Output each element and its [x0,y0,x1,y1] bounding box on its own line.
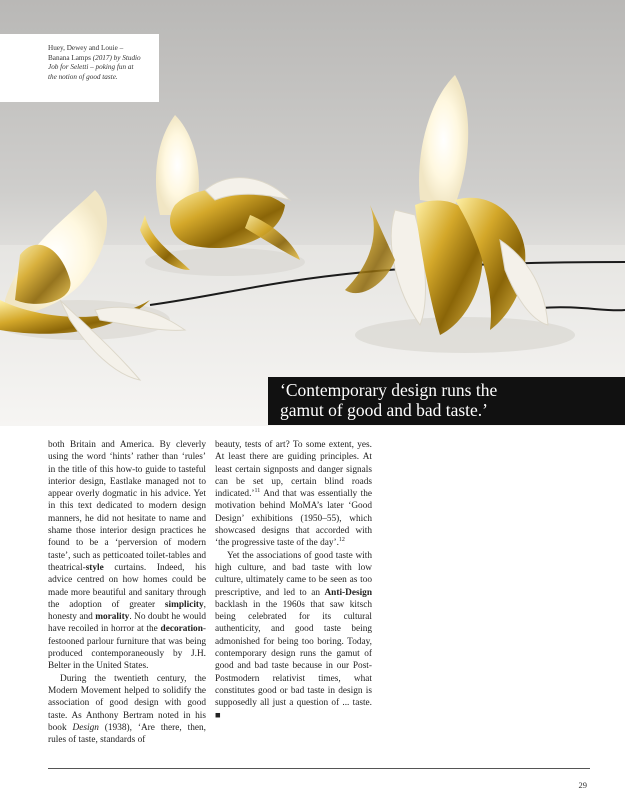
keyword-anti-design: Anti-Design [324,587,372,598]
body-paragraph: both Britain and America. By cleverly using the word ‘hints’ rather than ‘rules’ in the title of this how-to guide to tasteful interior design, Eastlake managed not to appear overly dogmatic in his advice. Yet in this text dedicated to modern design manners, he did not hesitate to name and shame those interior design practices he found to be a ‘perversion of modern taste’, such as petticoated toilet-tables and theatrical-style curtains. Indeed, his advice centred on how homes could be made more beautiful and sanitary through the adoption of greater simplicity, honesty and morality. No doubt he would have recoiled in horror at the decoration-festooned parlour furniture that was being produced contemporaneously by J.H. Belter in the United States. [48,440,206,672]
body-paragraph: beauty, tests of art? To some extent, yes. At least there are guiding principles. At least certain signposts and danger signals can be set up, certain blind roads indicated.’$^{11}$ And that was essentially the motivation behind MoMA’s later ‘Good Design’ exhibitions (1950–55), which showcased designs that accorded with ‘the progressive taste of the day’.$^{12}$ [215,440,372,549]
photo-caption [48,44,156,82]
footer-rule [48,768,590,769]
keyword-simplicity: simplicity [164,599,204,610]
footnote-ref: 11 [254,488,261,495]
body-paragraph: During the twentieth century, the Modern Movement helped to solidify the association of good design with good taste. As Anthony Bertram noted in his book Design (1938), ‘Are there, then, rules of taste, standards of [48,673,206,746]
caption-italic: Job for Seletti [48,63,89,72]
footnote-ref: 12 [338,537,345,544]
caption-line: Huey, Dewey and Louie – [48,44,124,52]
page-number: 29 [578,780,587,790]
end-mark: ■ [215,710,221,721]
body-column-2 [215,439,372,722]
pull-quote-line: gamut of good and bad taste.’ [280,400,489,420]
body-paragraph: Yet the associations of good taste with high culture, and bad taste with low culture, ultimately came to be seen as too prescriptive, and led to an Anti-Design backlash in the 1960s that saw kitsch being celebrated for its cultural authenticity, and good taste being admonished for being too boring. Today, contemporary design runs the gamut of good and bad taste because in our Post-Postmodern relativist times, what constitutes good or bad taste in design is supposedly all just a question of ... taste. ■ [215,550,372,721]
keyword-morality: morality [95,612,130,623]
keyword-decoration: decoration [160,624,203,635]
pull-quote [280,380,620,420]
caption-line: Banana Lamps [48,53,93,62]
caption-italic: – poking fun at [88,63,134,72]
caption-italic: (2017) by Studio [92,53,141,62]
pull-quote-line: ‘Contemporary design runs the [280,380,498,400]
keyword-style: style [85,562,104,573]
book-title: Design [72,722,99,733]
body-column-1 [48,439,206,746]
caption-italic: the notion of good taste. [48,72,118,81]
